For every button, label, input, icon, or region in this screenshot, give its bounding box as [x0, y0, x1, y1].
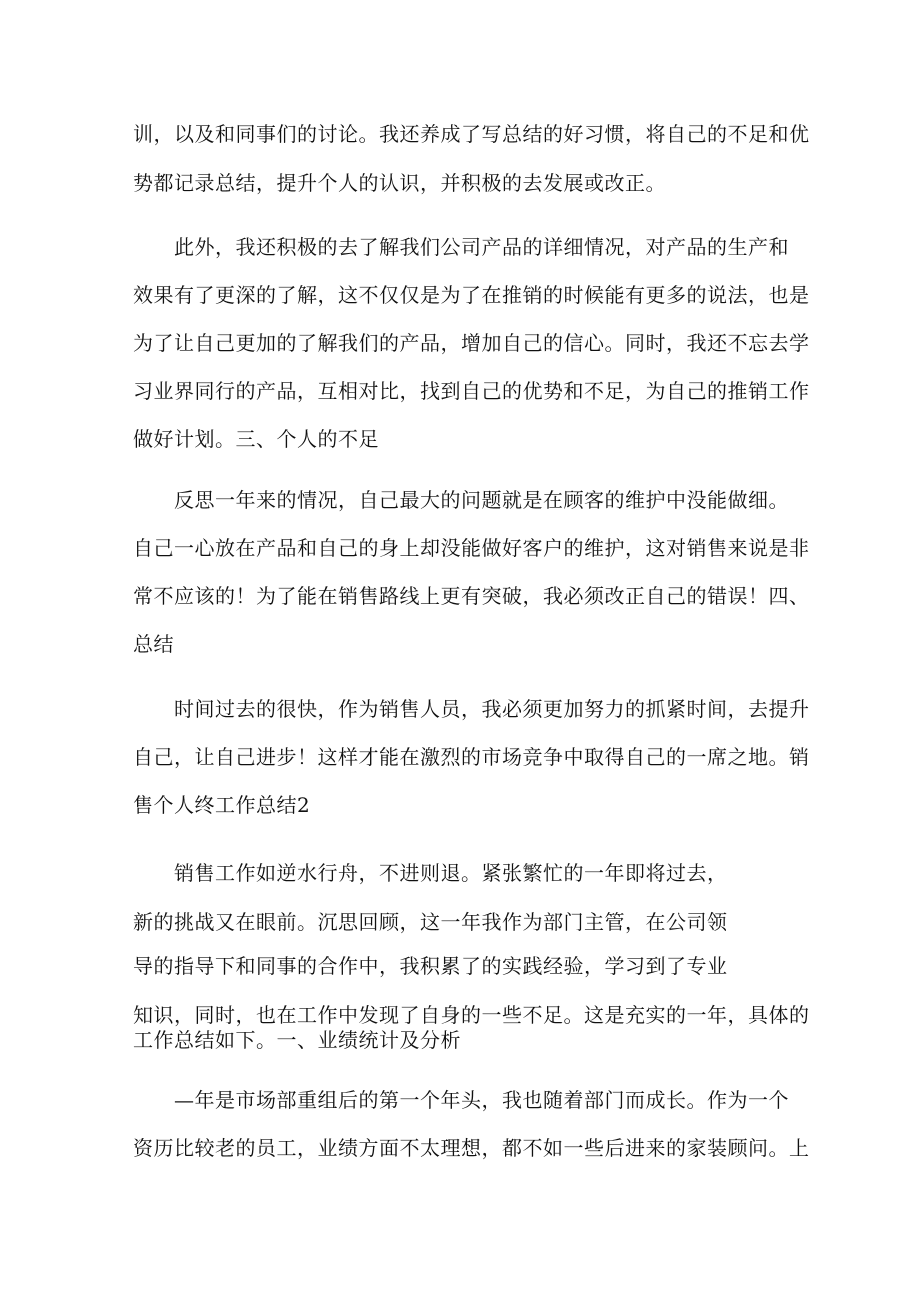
- paragraph-start-line: 销售工作如逆水行舟，不进则退。紧张繁忙的一年即将过去，: [174, 861, 728, 885]
- text-line: 效果有了更深的了解，这不仅仅是为了在推销的时候能有更多的说法，也是: [133, 283, 810, 307]
- text-line: 导的指导下和同事的合作中，我积累了的实践经验，学习到了专业: [133, 954, 728, 978]
- text-line: 知识，同时，也在工作中发现了自身的一些不足。这是充实的一年，具体的: [133, 1003, 810, 1027]
- text-line: 售个人终工作总结2: [133, 793, 311, 817]
- text-line: 自己一心放在产品和自己的身上却没能做好客户的维护，这对销售来说是非: [133, 536, 810, 560]
- paragraph-start-line: 时间过去的很快，作为销售人员，我必须更加努力的抓紧时间，去提升: [174, 697, 810, 721]
- text-line: 工作总结如下。一、业绩统计及分析: [133, 1028, 461, 1052]
- text-line: 常不应该的！为了能在销售路线上更有突破，我必须改正自己的错误！四、: [133, 584, 810, 608]
- text-line: 势都记录总结，提升个人的认识，并积极的去发展或改正。: [133, 171, 666, 195]
- text-line: 习业界同行的产品，互相对比，找到自己的优势和不足，为自己的推销工作: [133, 379, 810, 403]
- paragraph-start-line: —年是市场部重组后的第一个年头，我也随着部门而成长。作为一个: [174, 1088, 789, 1112]
- text-line: 做好计划。三、个人的不足: [133, 427, 379, 451]
- text-line: 训，以及和同事们的讨论。我还养成了写总结的好习惯，将自己的不足和优: [133, 122, 810, 146]
- paragraph-start-line: 此外，我还积极的去了解我们公司产品的详细情况，对产品的生产和: [174, 235, 789, 259]
- paragraph-start-line: 反思一年来的情况，自己最大的问题就是在顾客的维护中没能做细。: [174, 488, 789, 512]
- text-line: 为了让自己更加的了解我们的产品，增加自己的信心。同时，我还不忘去学: [133, 331, 810, 355]
- text-line: 新的挑战又在眼前。沉思回顾，这一年我作为部门主管，在公司领: [133, 910, 728, 934]
- text-line: 资历比较老的员工，业绩方面不太理想，都不如一些后进来的家装顾问。上: [133, 1136, 810, 1160]
- text-line: 自己，让自己进步！这样才能在激烈的市场竞争中取得自己的一席之地。销: [133, 745, 810, 769]
- text-line: 总结: [133, 632, 174, 656]
